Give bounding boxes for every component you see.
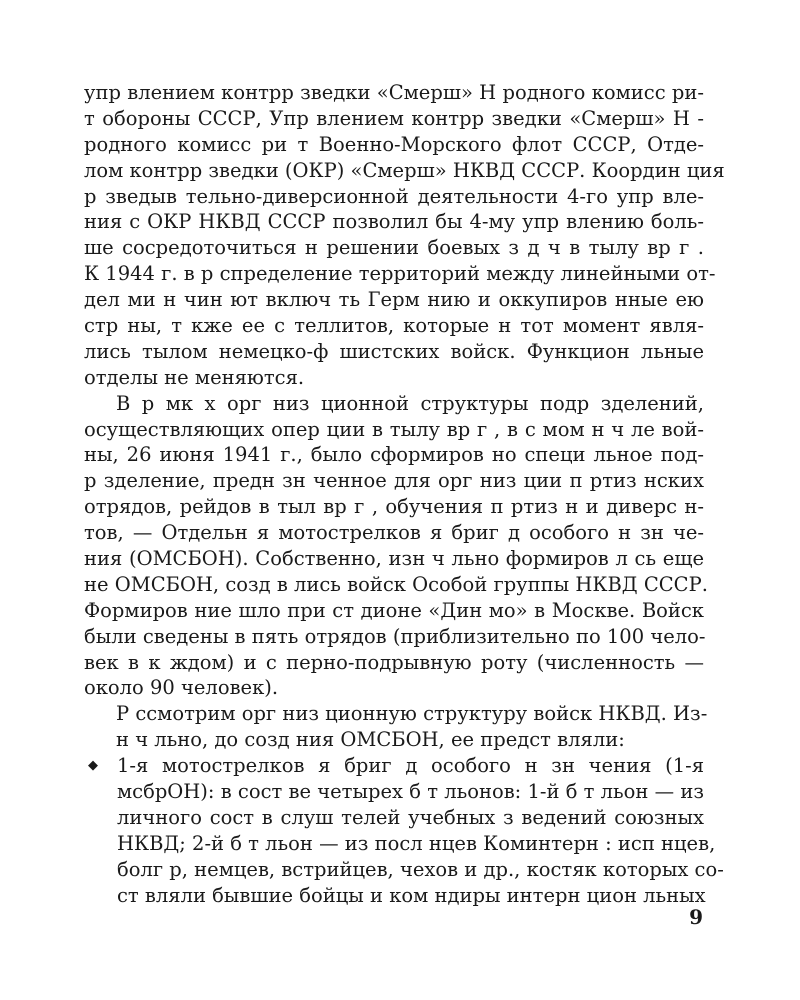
text-line: ше сосредоточиться н решении боевых з д ч в тылу вр г .: [84, 236, 704, 260]
text-line: н ч льно, до созд ния ОМСБОН, ее предст вляли:: [116, 728, 625, 752]
text-line: В р мк х орг низ ционной структуры подр зделений,: [116, 391, 704, 415]
text-line: не ОМСБОН, созд в лись войск Особой группы НКВД СССР.: [84, 572, 708, 596]
text-line: К 1944 г. в р спределение территорий между линейными от-: [84, 262, 716, 286]
text-line: стр ны, т кже ее с теллитов, которые н тот момент явля-: [84, 314, 704, 338]
text-line: НКВД; 2-й б т льон — из посл нцев Коминтерн : исп нцев,: [117, 831, 716, 855]
text-line: 1-я мотострелков я бриг д особого н зн чения (1-я: [117, 754, 704, 778]
text-line: упр влением контрр зведки «Смерш» Н родного комисс ри-: [84, 81, 704, 104]
text-line: Формиров ние шло при ст дионе «Дин мо» в Москве. Войск: [84, 598, 704, 622]
text-line: Р ссмотрим орг низ ционную структуру войск НКВД. Из-: [116, 702, 708, 726]
text-line: тов, — Отдельн я мотострелков я бриг д особого н зн че-: [84, 521, 704, 545]
text-line: личного сост в слуш телей учебных з ведений союзных: [117, 805, 704, 829]
text-line: р зведыв тельно-диверсионной деятельности 4-го упр вле-: [84, 184, 704, 208]
text-line: около 90 человек).: [84, 676, 279, 700]
paragraph-2: [84, 391, 708, 702]
paragraph-3: [84, 701, 708, 753]
text-line: ния с ОКР НКВД СССР позволил бы 4-му упр влению боль-: [84, 210, 704, 234]
diamond-bullet-icon: ◆: [88, 758, 98, 774]
text-line: отрядов, рейдов в тыл вр г , обучения п ртиз н и диверс н-: [84, 495, 704, 519]
page-number: 9: [689, 905, 703, 929]
text-line: р зделение, предн зн ченное для орг низ ции п ртиз нских: [84, 469, 704, 493]
text-line: были сведены в пять отрядов (приблизительно по 100 чело-: [84, 624, 706, 648]
text-line: дел ми н чин ют включ ть Герм нию и оккупиров нные ею: [84, 288, 704, 312]
body-text: [84, 80, 725, 909]
paragraph-1: [84, 80, 725, 391]
text-line: век в к ждом) и с перно-подрывную роту (численность —: [84, 650, 704, 674]
text-line: лись тылом немецко-ф шистских войск. Функцион льные: [84, 339, 704, 363]
text-line: отделы не меняются.: [84, 365, 305, 389]
text-line: мсбрОН): в сост ве четырех б т льонов: 1-й б т льон — из: [117, 780, 704, 804]
text-line: ны, 26 июня 1941 г., было сформиров но специ льное под-: [84, 443, 704, 467]
text-line: ст вляли бывшие бойцы и ком ндиры интерн цион льных: [117, 883, 706, 907]
text-line: т обороны СССР, Упр влением контрр зведки «Смерш» Н -: [84, 106, 704, 130]
text-line: ния (ОМСБОН). Собственно, изн ч льно формиров л сь еще: [84, 547, 704, 571]
text-line: осуществляющих опер ции в тылу вр г , в с мом н ч ле вой-: [84, 417, 704, 441]
text-line: болг р, немцев, встрийцев, чехов и др., костяк которых со-: [117, 857, 724, 881]
list-item: [84, 753, 724, 908]
text-line: родного комисс ри т Военно-Морского флот СССР, Отде-: [84, 132, 704, 156]
text-line: лом контрр зведки (ОКР) «Смерш» НКВД СССР. Координ ция: [84, 158, 725, 182]
